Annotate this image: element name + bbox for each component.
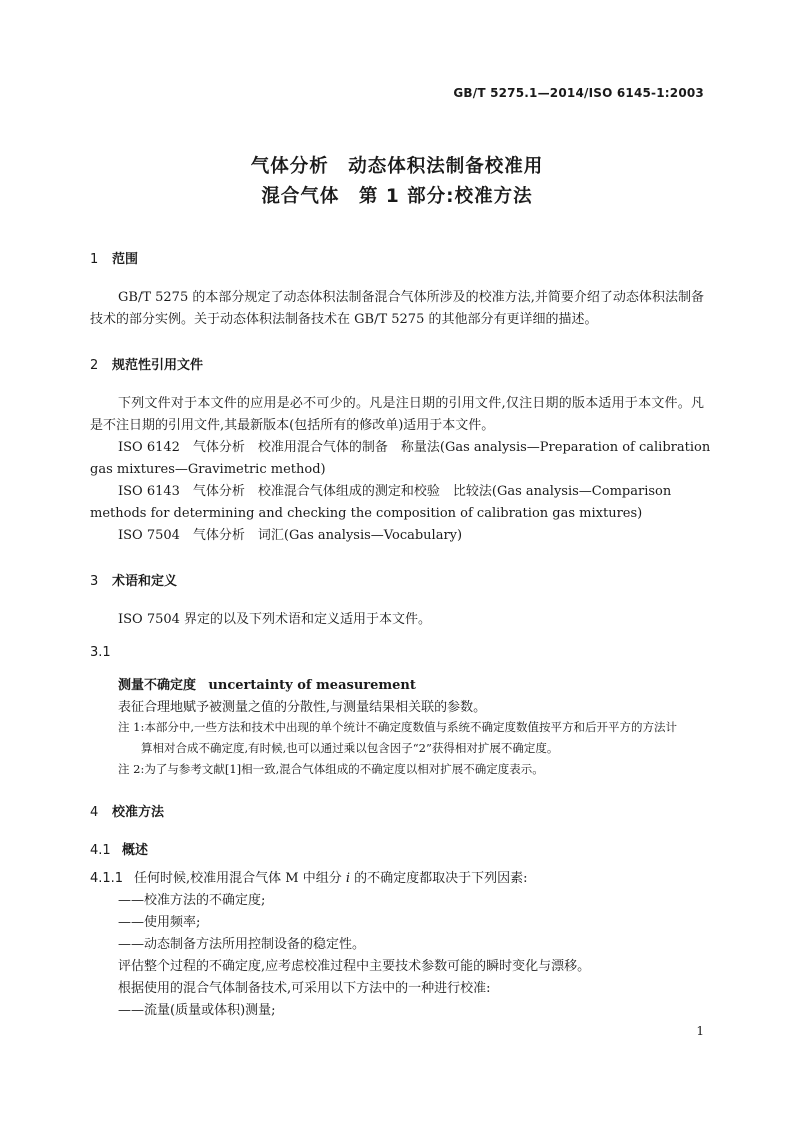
list-item: ——使用频率; <box>118 915 201 930</box>
clause-number: 4.1.1 <box>90 871 124 886</box>
subsection-number: 4.1 <box>90 843 111 858</box>
term-english: uncertainty of measurement <box>208 678 416 693</box>
note-1-line-2: 算相对合成不确定度,有时候,也可以通过乘以包含因子“2”获得相对扩展不确定度。 <box>141 741 559 755</box>
title-line-2: 混合气体 第 1 部分:校准方法 <box>261 186 533 207</box>
subsection-title: 概述 <box>122 843 149 858</box>
term-entry <box>118 675 416 697</box>
clause-text-post: 的不确定度都取决于下列因素: <box>350 871 528 886</box>
reference-iso-7504: ISO 7504 气体分析 词汇(Gas analysis—Vocabulary) <box>118 528 463 543</box>
list-item: ——校准方法的不确定度; <box>118 893 266 908</box>
section-2-heading <box>90 354 203 373</box>
subsection-3-1-number: 3.1 <box>90 645 111 660</box>
reference-iso-6142-line-2: gas mixtures—Gravimetric method) <box>90 462 326 477</box>
clause-text-pre: 任何时候,校准用混合气体 M 中组分 <box>134 871 346 886</box>
section-2-paragraph: 下列文件对于本文件的应用是必不可少的。凡是注日期的引用文件,仅注日期的版本适用于本文件。凡是不注日期的引用文件,其最新版本(包括所有的修改单)适用于本文件。 <box>90 396 704 433</box>
reference-iso-6142-line-1: ISO 6142 气体分析 校准用混合气体的制备 称量法(Gas analysis—Preparation of calibration <box>118 440 711 455</box>
section-number: 3 <box>90 574 99 589</box>
note-2: 注 2:为了与参考文献[1]相一致,混合气体组成的不确定度以相对扩展不确定度表示。 <box>118 762 544 776</box>
subsection-4-1-heading <box>90 839 148 858</box>
standard-number-header: GB/T 5275.1—2014/ISO 6145-1:2003 <box>453 86 704 100</box>
section-title: 范围 <box>112 252 139 267</box>
reference-iso-6143-line-2: methods for determining and checking the composition of calibration gas mixtures) <box>90 506 643 521</box>
title-line-1: 气体分析 动态体积法制备校准用 <box>250 156 544 177</box>
term-definition: 表征合理地赋予被测量之值的分散性,与测量结果相关联的参数。 <box>118 700 487 715</box>
section-number: 2 <box>90 358 99 373</box>
section-number: 1 <box>90 252 99 267</box>
term-chinese: 测量不确定度 <box>118 678 197 693</box>
reference-iso-6143-line-1: ISO 6143 气体分析 校准混合气体组成的测定和校验 比较法(Gas analysis—Comparison <box>118 484 672 499</box>
list-item: ——动态制备方法所用控制设备的稳定性。 <box>118 937 366 952</box>
section-title: 规范性引用文件 <box>112 358 204 373</box>
page-number: 1 <box>696 1024 704 1038</box>
section-4-heading <box>90 801 164 820</box>
paragraph-calibration-methods: 根据使用的混合气体制备技术,可采用以下方法中的一种进行校准: <box>118 981 491 996</box>
paragraph-uncertainty-evaluation: 评估整个过程的不确定度,应考虑校准过程中主要技术参数可能的瞬时变化与漂移。 <box>118 959 591 974</box>
section-3-heading <box>90 570 177 589</box>
list-item: ——流量(质量或体积)测量; <box>118 1003 276 1018</box>
section-3-paragraph: ISO 7504 界定的以及下列术语和定义适用于本文件。 <box>118 612 432 627</box>
section-title: 术语和定义 <box>112 574 178 589</box>
note-1-line-1: 注 1:本部分中,一些方法和技术中出现的单个统计不确定度数值与系统不确定度数值按平方和后开平方的方法计 <box>118 720 677 734</box>
section-1-paragraph: GB/T 5275 的本部分规定了动态体积法制备混合气体所涉及的校准方法,并简要介绍了动态体积法制备技术的部分实例。关于动态体积法制备技术在 GB/T 5275 的其他部分有更详细的描述。 <box>90 290 704 327</box>
section-1-heading <box>90 248 138 267</box>
section-title: 校准方法 <box>112 805 165 820</box>
clause-4-1-1 <box>90 868 528 890</box>
variable-i: i <box>345 871 351 886</box>
section-number: 4 <box>90 805 99 820</box>
